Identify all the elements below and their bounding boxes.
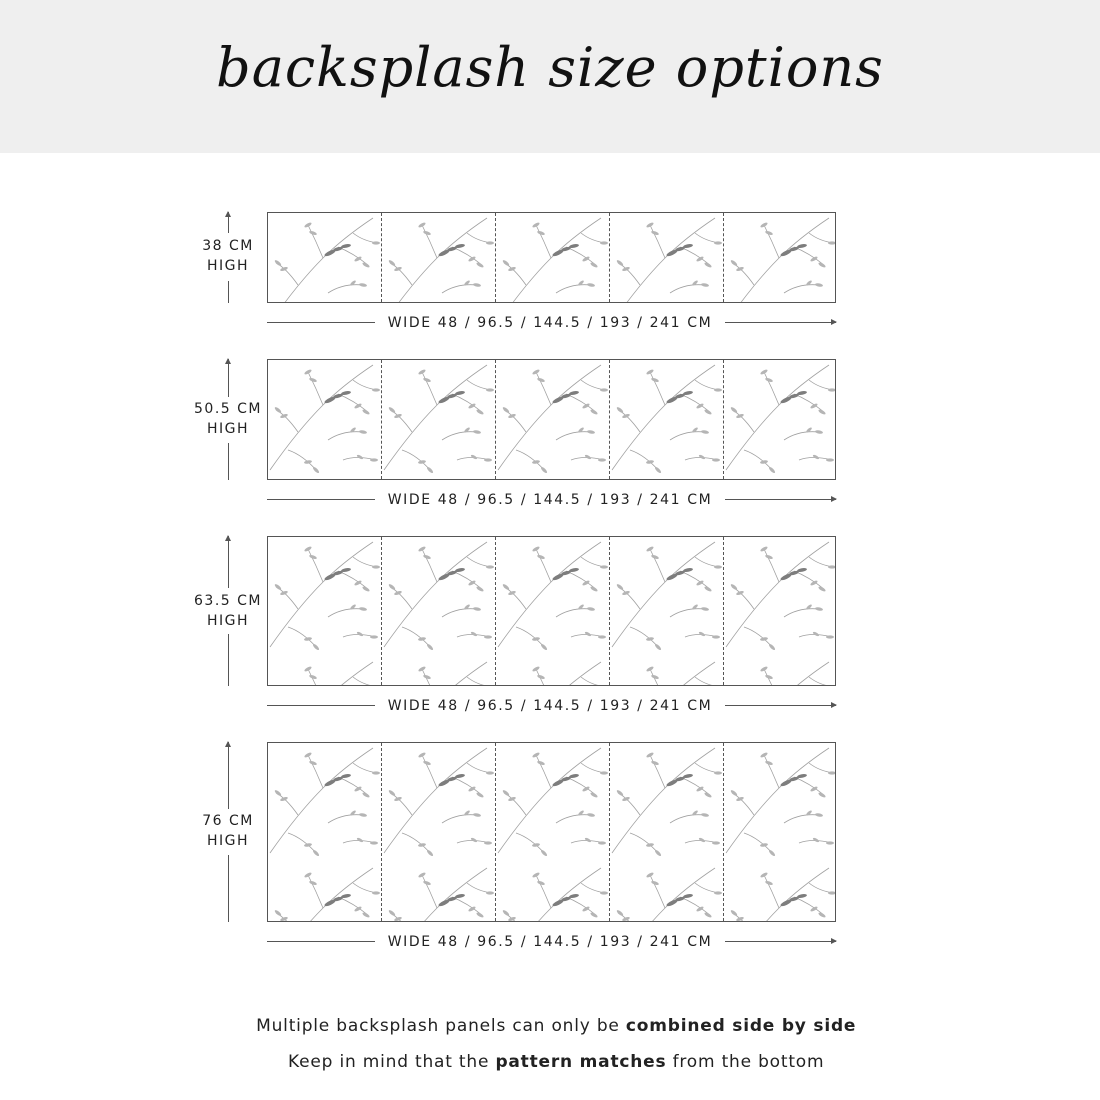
note-pattern-text: Keep in mind that the [288,1052,496,1072]
note-pattern-bold: pattern matches [495,1052,667,1072]
height-label [188,591,268,631]
panel-seam [495,360,496,479]
height-word: HIGH [206,258,250,274]
panel-seam [495,537,496,685]
width-label [375,696,725,716]
panel-seam [723,360,724,479]
width-values: 48 / 96.5 / 144.5 / 193 / 241 CM [437,315,713,331]
header-banner [0,0,1100,153]
botanical-pattern [268,743,835,921]
height-label [188,236,268,276]
panel-seam [723,213,724,302]
botanical-pattern [268,213,835,302]
width-word: WIDE [387,492,432,508]
note-combine-bold: combined side by side [625,1016,857,1036]
panel-seam [609,537,610,685]
panel-seam [381,213,382,302]
botanical-pattern [268,360,835,479]
panel-seam [723,537,724,685]
width-word: WIDE [387,315,432,331]
width-label [375,490,725,510]
backsplash-panel-50-5 [267,359,836,480]
botanical-pattern [268,537,835,685]
height-value: 63.5 CM [194,593,262,609]
note-pattern [0,1032,1100,1072]
page-title: backsplash size options [216,36,884,99]
panel-seam [381,743,382,921]
width-values: 48 / 96.5 / 144.5 / 193 / 241 CM [437,492,713,508]
height-value: 50.5 CM [194,401,262,417]
panel-seam [381,360,382,479]
panel-seam [609,743,610,921]
height-word: HIGH [206,613,250,629]
height-label [188,811,268,851]
height-label [188,399,268,439]
height-value: 38 CM [202,238,254,254]
width-word: WIDE [387,934,432,950]
panel-seam [609,360,610,479]
backsplash-panel-38 [267,212,836,303]
height-value: 76 CM [202,813,254,829]
note-pattern-suffix: from the bottom [666,1052,825,1072]
height-word: HIGH [206,833,250,849]
panel-seam [609,213,610,302]
width-values: 48 / 96.5 / 144.5 / 193 / 241 CM [437,698,713,714]
width-values: 48 / 96.5 / 144.5 / 193 / 241 CM [437,934,713,950]
width-label [375,932,725,952]
note-combine-text: Multiple backsplash panels can only be [256,1016,626,1036]
height-word: HIGH [206,421,250,437]
note-combine [0,996,1100,1036]
width-word: WIDE [387,698,432,714]
panel-seam [495,743,496,921]
panel-seam [381,537,382,685]
panel-seam [723,743,724,921]
backsplash-panel-63-5 [267,536,836,686]
backsplash-panel-76 [267,742,836,922]
panel-seam [495,213,496,302]
width-label [375,313,725,333]
